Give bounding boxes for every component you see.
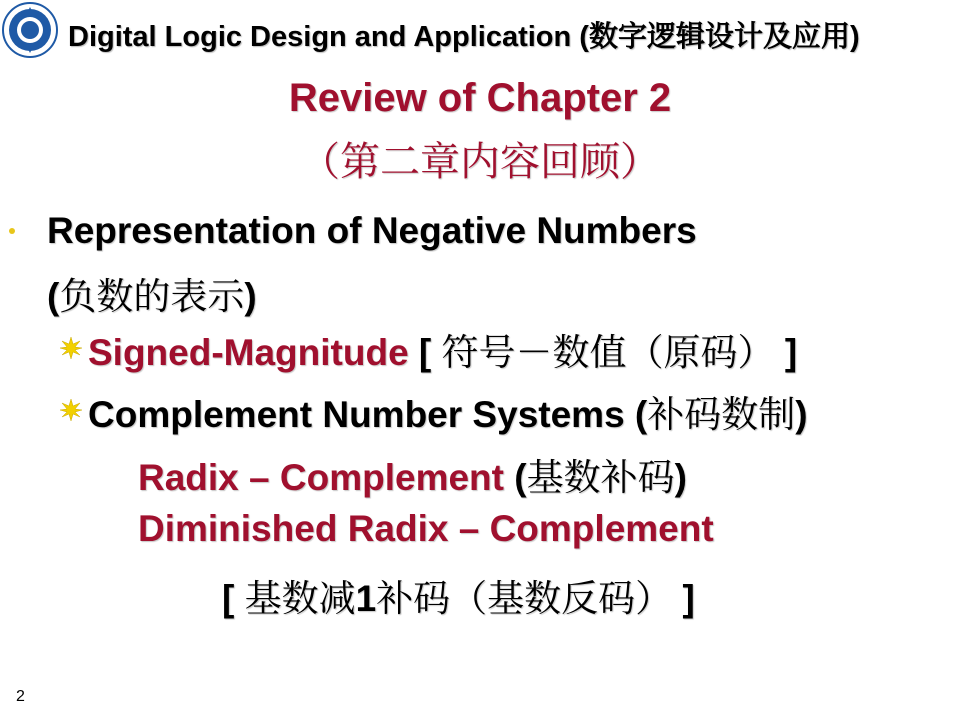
complement-systems-zh: 补码数制 xyxy=(647,394,796,435)
signed-magnitude-term: Signed-Magnitude xyxy=(88,332,409,373)
page-number: 2 xyxy=(16,688,25,705)
bracket-close: ] xyxy=(774,332,798,373)
slide-title: Review of Chapter 2 xyxy=(288,76,672,120)
diminished-radix-complement-term: Diminished Radix – Complement xyxy=(138,508,714,549)
diminished-radix-complement-zh-line xyxy=(222,568,695,622)
bullet-item-negative-numbers: Representation of Negative Numbers xyxy=(47,210,697,251)
paren-close: ) xyxy=(674,457,687,498)
bracket-open: [ xyxy=(222,578,245,619)
bullet-item-negative-numbers-zh xyxy=(47,266,257,320)
dot-bullet-icon xyxy=(9,228,15,234)
bracket-close: ] xyxy=(672,578,695,619)
bracket-open: [ xyxy=(408,332,442,373)
starburst-bullet-icon xyxy=(60,337,82,359)
paren-close: ) xyxy=(795,394,808,435)
course-title: Digital Logic Design and Application (数字逻辑设计及应用) xyxy=(68,21,860,53)
paren-open: ( xyxy=(47,276,60,317)
slide-subtitle-chinese: （第二章内容回顾） xyxy=(300,139,660,185)
signed-magnitude-zh: 符号－数值（原码） xyxy=(441,332,775,373)
negative-numbers-zh: 负数的表示 xyxy=(59,276,245,317)
radix-complement-term: Radix – Complement xyxy=(138,457,504,498)
radix-complement-line xyxy=(138,447,687,501)
starburst-bullet-icon xyxy=(60,399,82,421)
radix-complement-zh: 基数补码 xyxy=(526,457,675,498)
diminished-number: 1 xyxy=(355,578,377,619)
complement-systems-term: Complement Number Systems xyxy=(88,394,625,435)
paren-open: ( xyxy=(624,394,648,435)
university-logo-icon xyxy=(2,2,58,58)
sub-item-complement-systems xyxy=(88,384,808,438)
paren-close: ) xyxy=(244,276,257,317)
diminished-zh-part1: 基数减 xyxy=(244,578,356,619)
paren-open: ( xyxy=(503,457,527,498)
sub-item-signed-magnitude xyxy=(88,322,797,376)
diminished-zh-part2: 补码（基数反码） xyxy=(376,578,673,619)
